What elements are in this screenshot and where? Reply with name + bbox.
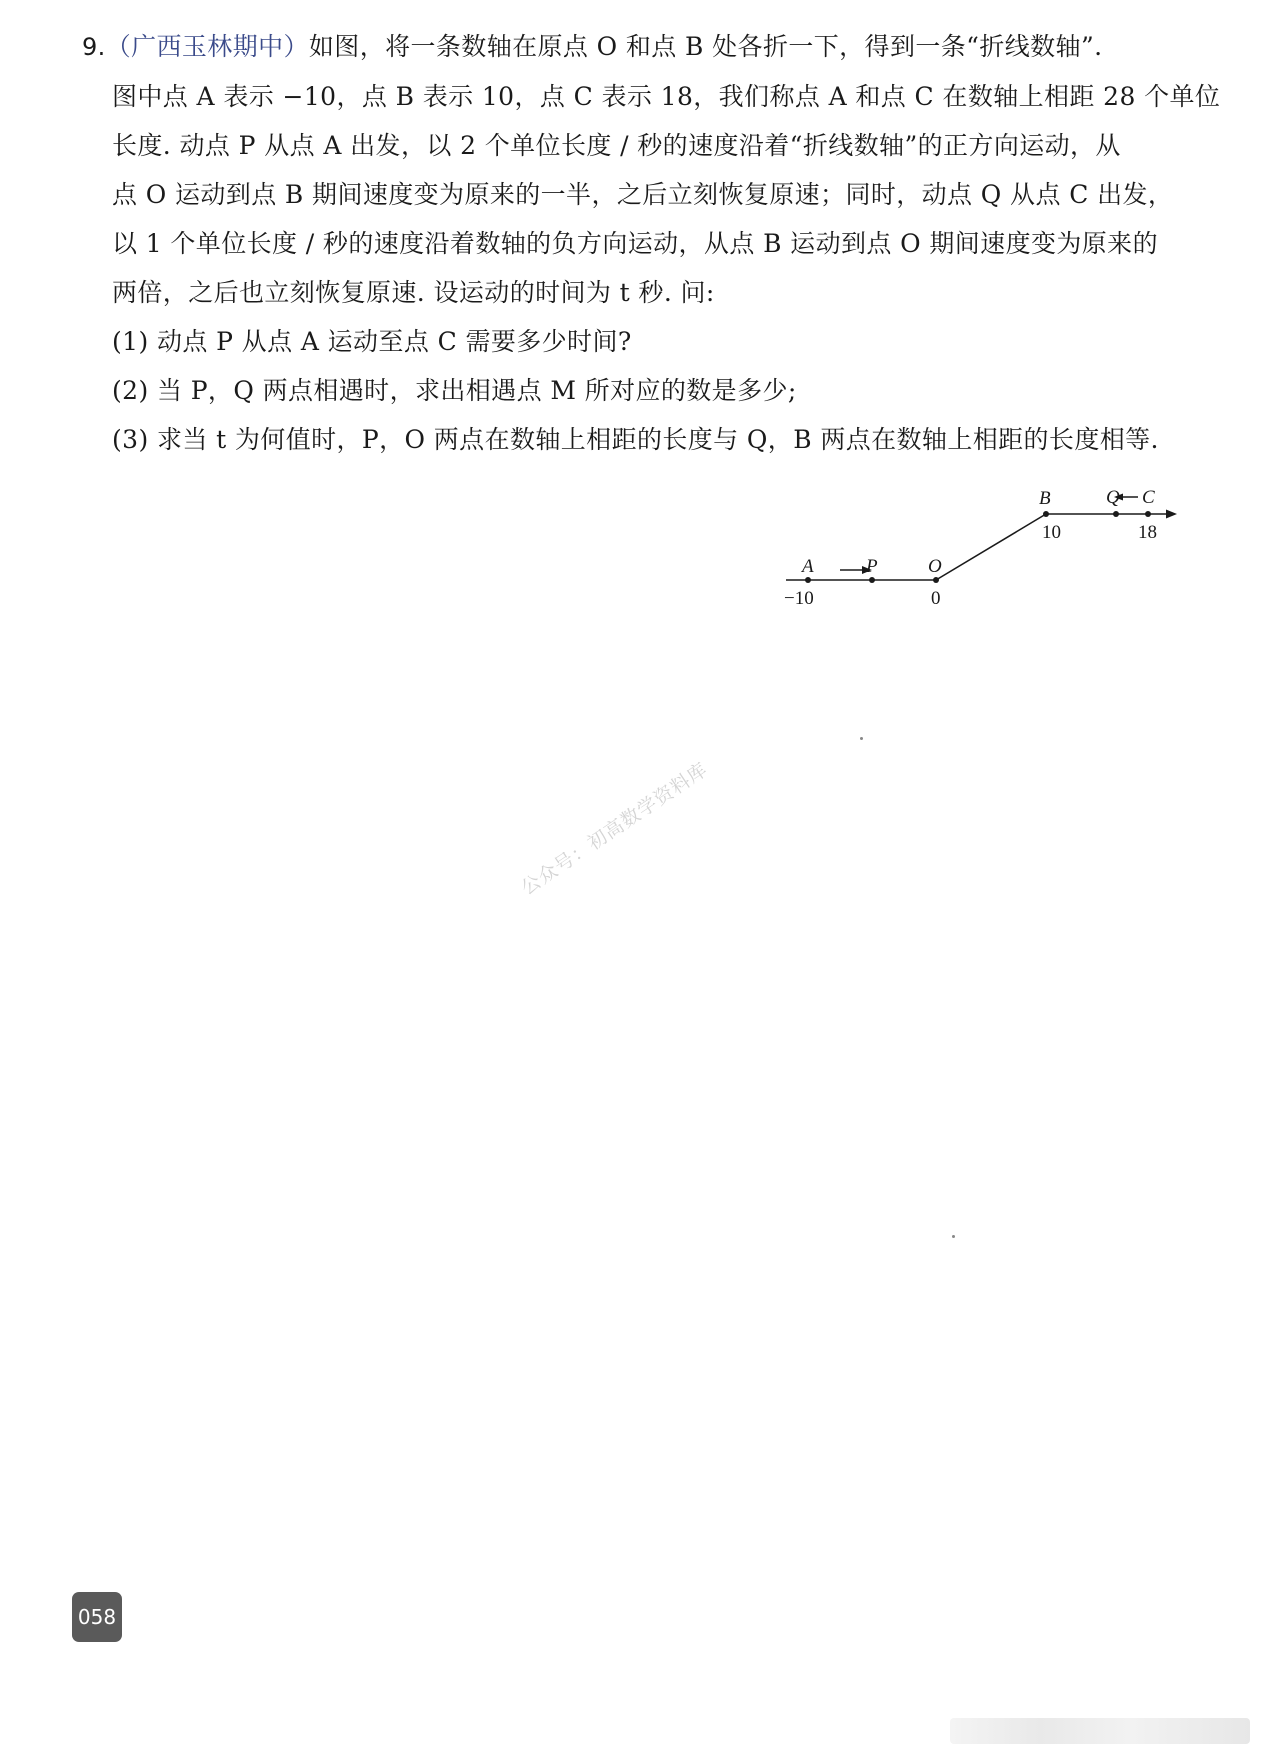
problem-text-line: 如图，将一条数轴在原点 O 和点 B 处各折一下，得到一条“折线数轴”. xyxy=(308,32,1103,61)
scan-speck xyxy=(860,737,863,740)
question-3: (3) 求当 t 为何值时，P，O 两点在数轴上相距的长度与 Q，B 两点在数轴上相距的长度相等. xyxy=(112,425,1159,454)
problem-text-line: 以 1 个单位长度 / 秒的速度沿着数轴的负方向运动，从点 B 运动到点 O 期间速度变为原来的 xyxy=(112,229,1158,258)
point-c-dot xyxy=(1145,511,1151,517)
problem-line-1 xyxy=(82,22,1192,72)
point-b-label: B xyxy=(1039,488,1051,509)
point-p-dot xyxy=(869,577,875,583)
watermark: 公众号：初高数学资料库 xyxy=(517,758,712,900)
scan-speck xyxy=(952,1235,955,1238)
problem-text-line: 两倍，之后也立刻恢复原速. 设运动的时间为 t 秒. 问: xyxy=(112,278,715,307)
problem-9 xyxy=(82,22,1221,464)
point-q-label: Q xyxy=(1106,487,1120,508)
folded-number-line-figure xyxy=(780,480,1190,620)
problem-source: （广西玉林期中） xyxy=(105,32,309,61)
axis-arrowhead xyxy=(1166,510,1177,519)
problem-number: 9. xyxy=(82,33,106,61)
point-c-value: 18 xyxy=(1138,522,1157,543)
axis-segment-slant xyxy=(936,514,1046,580)
point-o-value: 0 xyxy=(931,588,941,609)
point-p-label: P xyxy=(866,556,878,577)
point-o-dot xyxy=(933,577,939,583)
scan-artifact-strip xyxy=(950,1718,1250,1744)
problem-text-line: 图中点 A 表示 −10，点 B 表示 10，点 C 表示 18，我们称点 A 和点 C 在数轴上相距 28 个单位 xyxy=(112,82,1221,111)
point-a-dot xyxy=(805,577,811,583)
point-c-label: C xyxy=(1142,487,1155,508)
question-1: (1) 动点 P 从点 A 运动至点 C 需要多少时间? xyxy=(112,327,632,356)
problem-text-line: 长度. 动点 P 从点 A 出发，以 2 个单位长度 / 秒的速度沿着“折线数轴”的正方向运动，从 xyxy=(112,131,1121,160)
point-o-label: O xyxy=(928,556,942,577)
point-a-label: A xyxy=(802,556,814,577)
point-b-value: 10 xyxy=(1042,522,1061,543)
question-2: (2) 当 P，Q 两点相遇时，求出相遇点 M 所对应的数是多少; xyxy=(112,376,797,405)
point-q-dot xyxy=(1113,511,1119,517)
page-number-badge: 058 xyxy=(72,1592,122,1642)
problem-text-line: 点 O 运动到点 B 期间速度变为原来的一半，之后立刻恢复原速；同时，动点 Q 从点 C 出发， xyxy=(112,180,1174,209)
point-a-value: −10 xyxy=(784,588,814,609)
point-b-dot xyxy=(1043,511,1049,517)
